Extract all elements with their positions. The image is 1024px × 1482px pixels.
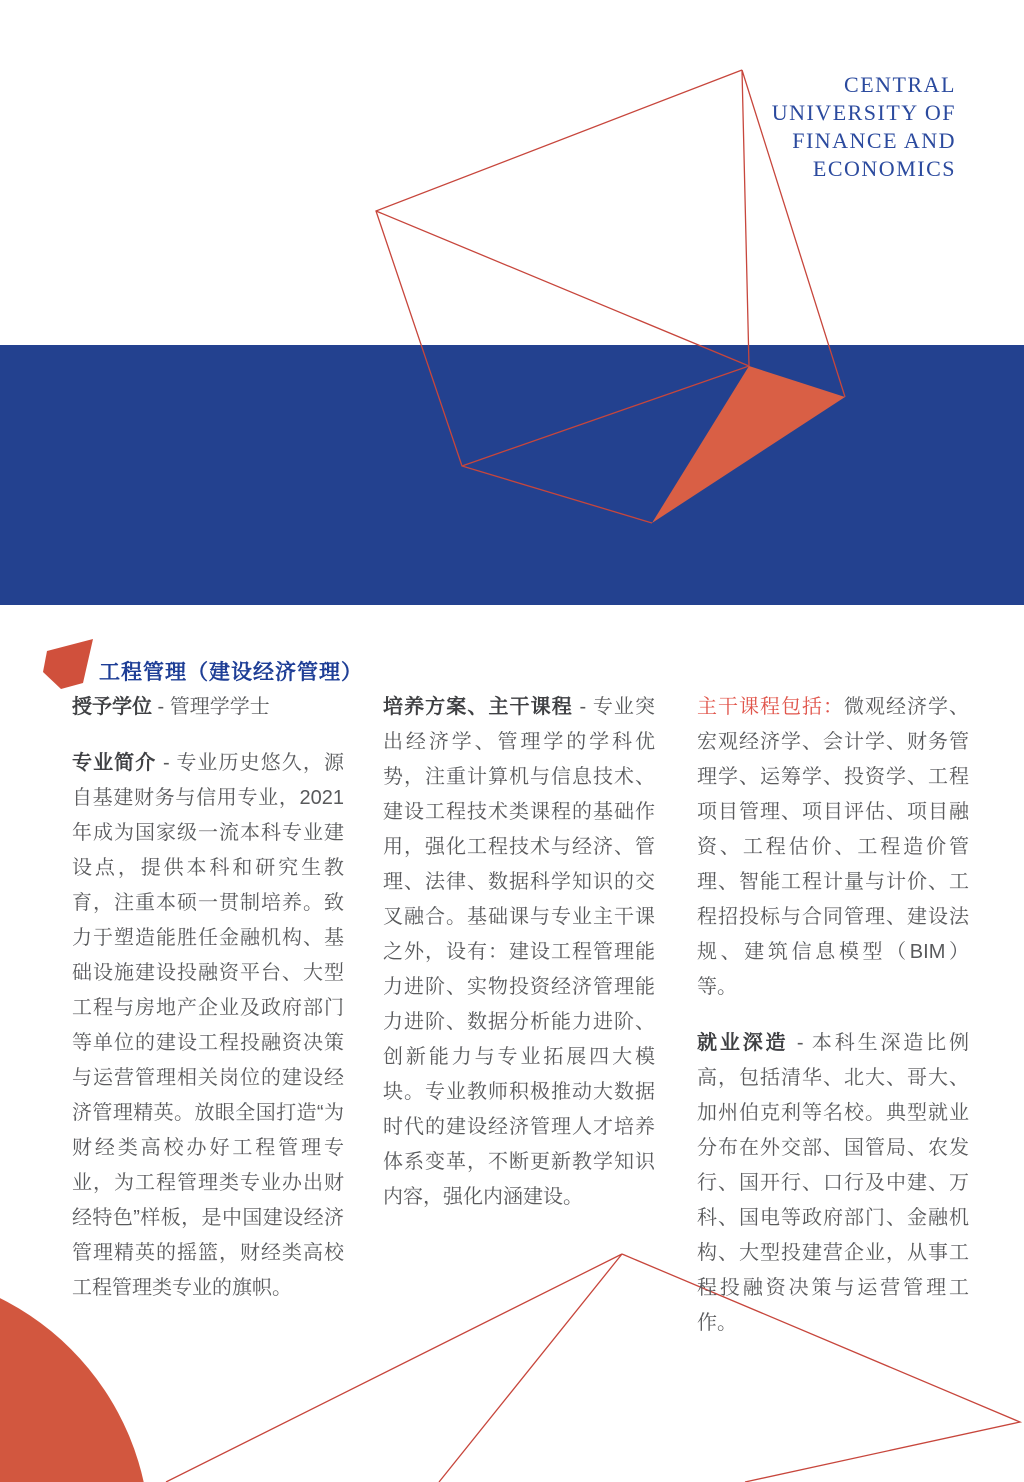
section-marker [43,639,93,689]
blue-band [0,345,1024,605]
courses-label: 主干课程包括： [697,696,844,718]
university-wordmark [772,71,956,183]
paragraph-intro [72,746,344,1306]
wordmark-line: CENTRAL [844,72,956,97]
separator: - [572,696,593,718]
wordmark-line: UNIVERSITY OF [771,100,956,125]
intro-label: 专业简介 [72,752,157,774]
separator: - [156,752,177,774]
column-courses-careers [697,690,969,1362]
paragraph-degree [72,690,344,725]
courses-text: 微观经济学、宏观经济学、会计学、财务管理学、运筹学、投资学、工程项目管理、项目评估、项目融资、工程估价、工程造价管理、智能工程计量与计价、工程招投标与合同管理、建设法规、建筑信息模型（BIM）等。 [697,696,969,998]
separator: - [788,1032,812,1054]
degree-value: 管理学学士 [169,696,270,718]
column-degree-intro [72,690,344,1327]
intro-text: 专业历史悠久，源自基建财务与信用专业，2021年成为国家级一流本科专业建设点，提供本科和研究生教育，注重本硕一贯制培养。致力于塑造能胜任金融机构、基础设施建设投融资平台、大型工程与房地产企业及政府部门等单位的建设工程投融资决策与运营管理相关岗位的建设经济管理精英。放眼全国打造“为财经类高校办好工程管理专业，为工程管理类专业办出财经特色”样板，是中国建设经济管理精英的摇篮，财经类高校工程管理类专业的旗帜。 [72,752,344,1299]
degree-label: 授予学位 [72,696,152,718]
paragraph-curriculum [383,690,655,1215]
wordmark-line: ECONOMICS [812,156,956,181]
paragraph-careers [697,1026,969,1341]
wordmark-line: FINANCE AND [792,128,956,153]
paragraph-courses [697,690,969,1005]
column-curriculum [383,690,655,1236]
page-title: 工程管理（建设经济管理） [99,661,363,684]
separator: - [152,696,170,718]
careers-label: 就业深造 [697,1032,789,1054]
careers-text: 本科生深造比例高，包括清华、北大、哥大、加州伯克利等名校。典型就业分布在外交部、国管局、农发行、国开行、口行及中建、万科、国电等政府部门、金融机构、大型投建营企业，从事工程投融资决策与运营管理工作。 [697,1032,969,1334]
curriculum-text: 专业突出经济学、管理学的学科优势，注重计算机与信息技术、建设工程技术类课程的基础作用，强化工程技术与经济、管理、法律、数据科学知识的交叉融合。基础课与专业主干课之外，设有：建设工程管理能力进阶、实物投资经济管理能力进阶、数据分析能力进阶、创新能力与专业拓展四大模块。专业教师积极推动大数据时代的建设经济管理人才培养体系变革，不断更新教学知识内容，强化内涵建设。 [383,696,655,1208]
curriculum-label: 培养方案、主干课程 [383,696,573,718]
